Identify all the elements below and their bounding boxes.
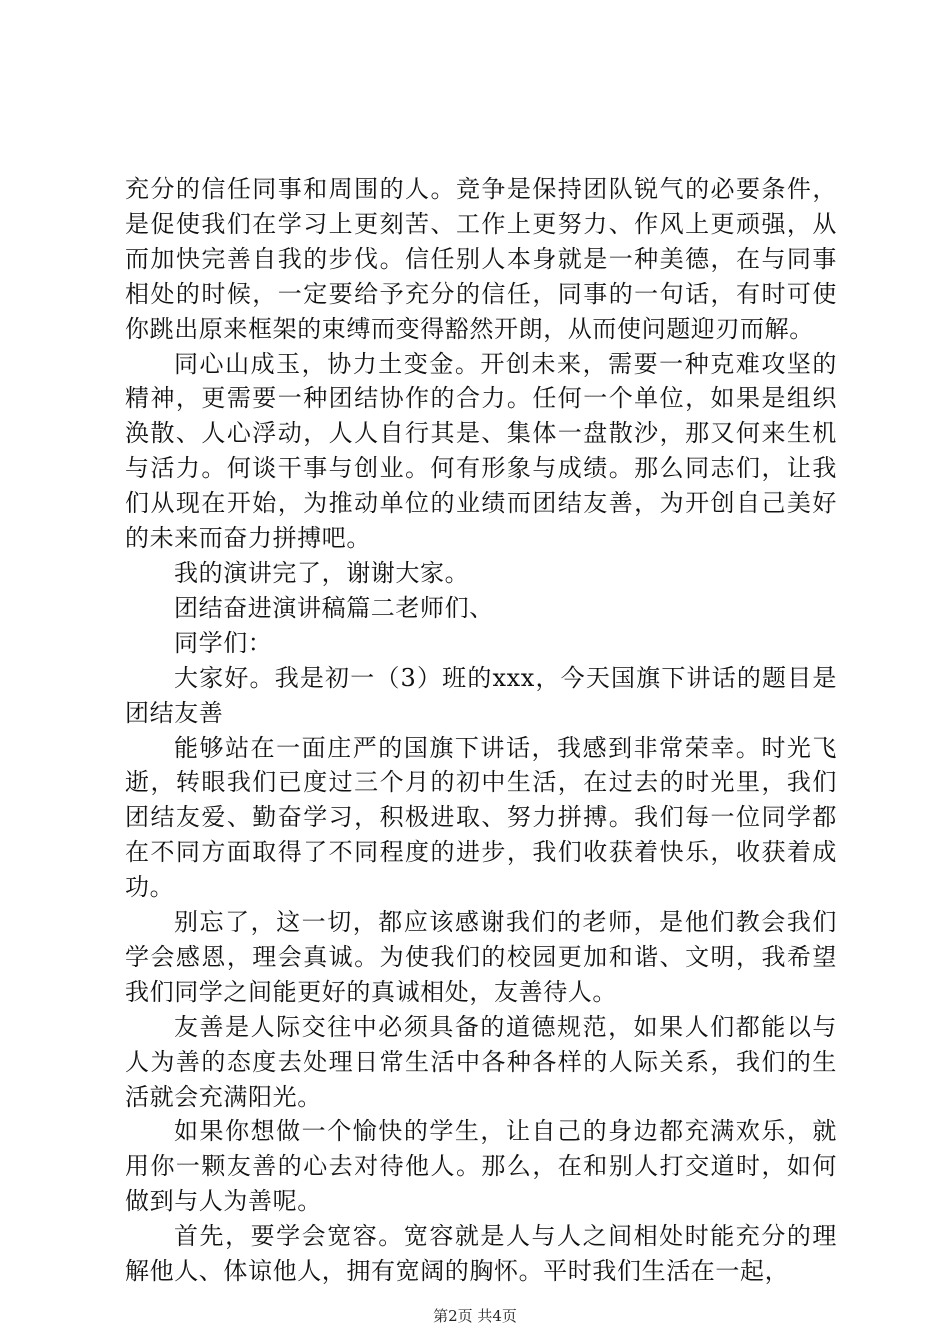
- document-body: [125, 172, 837, 1289]
- paragraph: 同学们：: [174, 628, 273, 657]
- paragraph: 如果你想做一个愉快的学生，让自己的身边都充满欢乐，就用你一颗友善的心去对待他人。那么，在和别人打交道时，如何做到与人为善呢。: [125, 1117, 837, 1216]
- paragraph: 同心山成玉，协力土变金。开创未来，需要一种克难攻坚的精神，更需要一种团结协作的合力。任何一个单位，如果是组织涣散、人心浮动，人人自行其是、集体一盘散沙，那又何来生机与活力。何谈干事与创业。何有形象与成绩。那么同志们，让我们从现在开始，为推动单位的业绩而团结友善，为开创自己美好的未来而奋力拼搏吧。: [125, 349, 837, 553]
- paragraph: 首先，要学会宽容。宽容就是人与人之间相处时能充分的理解他人、体谅他人，拥有宽阔的胸怀。平时我们生活在一起，: [125, 1222, 837, 1286]
- paragraph: 别忘了，这一切，都应该感谢我们的老师，是他们教会我们学会感恩，理会真诚。为使我们的校园更加和谐、文明，我希望我们同学之间能更好的真诚相处，友善待人。: [125, 908, 837, 1006]
- paragraph: 大家好。我是初一（3）班的xxx，今天国旗下讲话的题目是团结友善: [125, 663, 837, 727]
- paragraph: 团结奋进演讲稿篇二老师们、: [174, 593, 494, 622]
- paragraph: 能够站在一面庄严的国旗下讲话，我感到非常荣幸。时光飞逝，转眼我们已度过三个月的初中生活，在过去的时光里，我们团结友爱、勤奋学习，积极进取、努力拼搏。我们每一位同学都在不同方面取得了不同程度的进步，我们收获着快乐，收获着成功。: [125, 733, 837, 902]
- page-number-label: 第2页 共4页: [433, 1307, 517, 1325]
- paragraph: 我的演讲完了，谢谢大家。: [174, 558, 470, 587]
- page-footer: [0, 1306, 950, 1326]
- paragraph: 充分的信任同事和周围的人。竞争是保持团队锐气的必要条件，是促使我们在学习上更刻苦、工作上更努力、作风上更顽强，从而加快完善自我的步伐。信任别人本身就是一种美德，在与同事相处的时候，一定要给予充分的信任，同事的一句话，有时可使你跳出原来框架的束缚而变得豁然开朗，从而使问题迎刃而解。: [125, 175, 837, 343]
- paragraph: 友善是人际交往中必须具备的道德规范，如果人们都能以与人为善的态度去处理日常生活中各种各样的人际关系，我们的生活就会充满阳光。: [125, 1012, 837, 1111]
